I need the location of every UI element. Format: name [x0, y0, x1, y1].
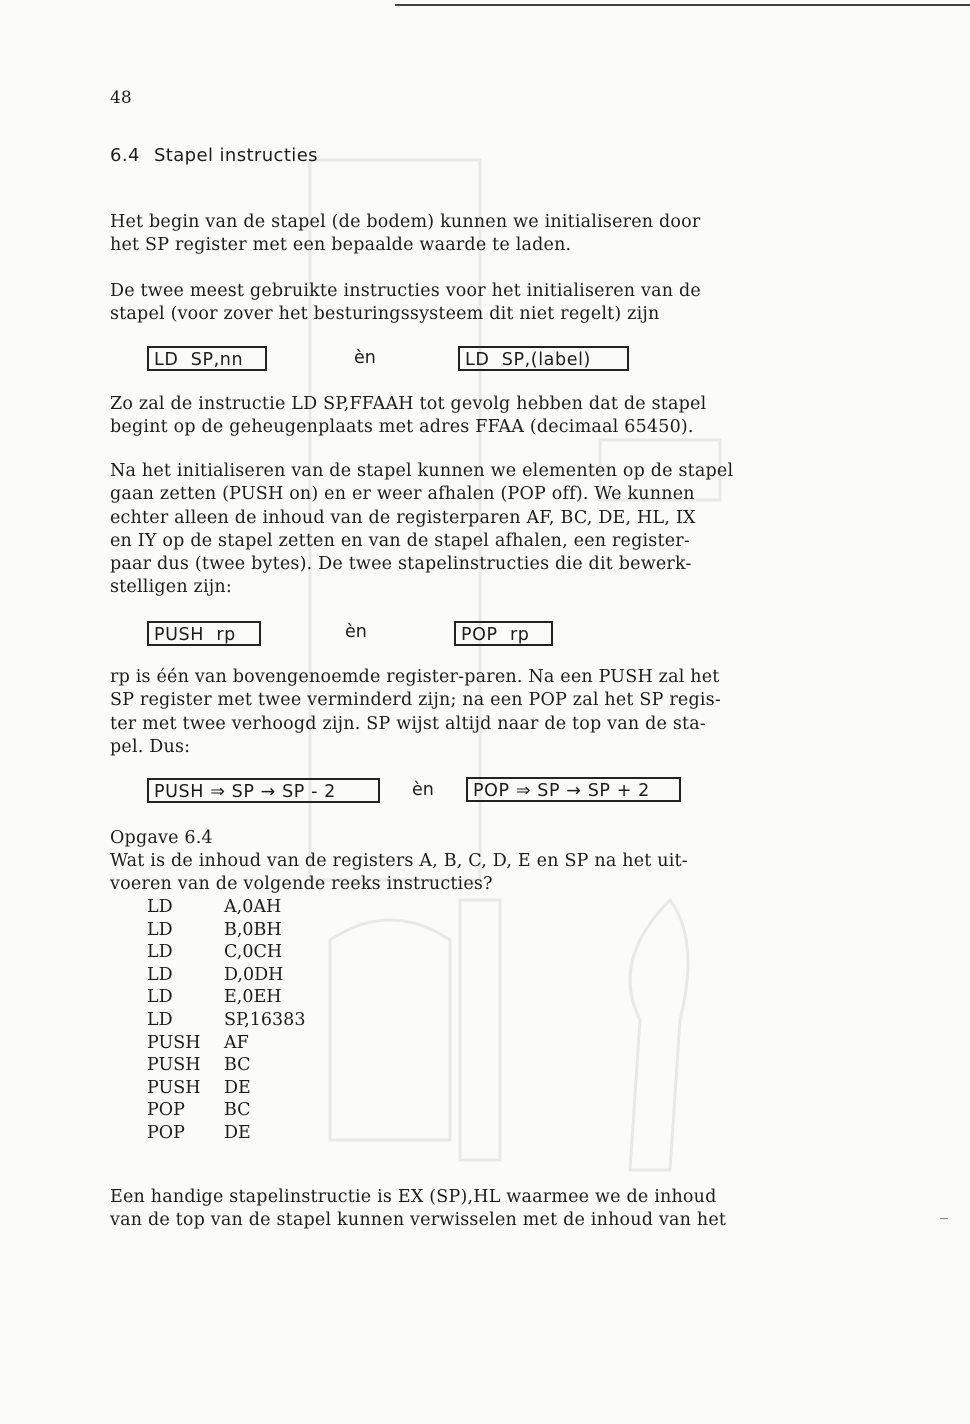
section-number: 6.4: [110, 145, 140, 166]
pop-rp-box: POP rp: [454, 621, 553, 646]
conjunction-2: èn: [345, 622, 367, 642]
top-rule: [395, 4, 970, 6]
paragraph-5: rp is één van bovengenoemde register-paren. Na een PUSH zal het SP register met twee verminderd zijn; na een POP zal het SP regis- ter met twee verhoogd zijn. SP wijst altijd naar de top van de sta- pel. Dus:: [110, 667, 721, 757]
section-title: Stapel instructies: [153, 145, 318, 166]
pop-rule-box: POP ⇒ SP → SP + 2: [466, 777, 681, 802]
ld-sp-nn-box: LD SP,nn: [147, 346, 267, 371]
code-line: LD A,0AH: [147, 897, 282, 917]
code-line: POP DE: [147, 1122, 251, 1143]
code-line: PUSH DE: [147, 1077, 251, 1098]
push-rule-box: PUSH ⇒ SP → SP - 2: [147, 778, 380, 803]
paragraph-4: Na het initialiseren van de stapel kunnen we elementen op de stapel gaan zetten (PUSH on) en er weer afhalen (POP off). We kunnen echter alleen de inhoud van de registerparen AF, BC, DE, HL, IX en IY op de stapel zetten en van de stapel afhalen, een register- paar dus (twee bytes). De twee stapelinstructies die dit bewerk- stelligen zijn:: [110, 461, 734, 598]
exercise-title: Opgave 6.4: [110, 828, 213, 848]
code-line: PUSH BC: [147, 1055, 251, 1076]
paragraph-3: Zo zal de instructie LD SP,FFAAH tot gevolg hebben dat de stapel begint op de geheugenplaats met adres FFAA (decimaal 65450).: [110, 394, 707, 438]
code-line: LD D,0DH: [147, 964, 284, 985]
conjunction-1: èn: [354, 348, 376, 368]
paragraph-1: Het begin van de stapel (de bodem) kunnen we initialiseren door het SP register met een bepaalde waarde te laden.: [110, 212, 701, 256]
page-number: 48: [110, 88, 132, 108]
code-line: LD C,0CH: [147, 942, 283, 963]
margin-mark: [940, 1218, 948, 1219]
code-line: PUSH AF: [147, 1032, 249, 1053]
conjunction-3: èn: [412, 780, 434, 800]
paragraph-2: De twee meest gebruikte instructies voor het initialiseren van de stapel (voor zover het besturingssysteem dit niet regelt) zijn: [110, 281, 701, 325]
code-listing: [147, 896, 305, 1145]
code-line: LD E,0EH: [147, 987, 282, 1008]
paragraph-6: Een handige stapelinstructie is EX (SP),HL waarmee we de inhoud van de top van de stapel kunnen verwisselen met de inhoud van het: [110, 1187, 727, 1231]
exercise-text: Wat is de inhoud van de registers A, B, C, D, E en SP na het uit- voeren van de volgende reeks instructies?: [110, 851, 688, 895]
push-rp-box: PUSH rp: [147, 621, 261, 646]
section-heading: [110, 145, 318, 166]
code-line: LD SP,16383: [147, 1009, 306, 1030]
code-line: LD B,0BH: [147, 919, 282, 940]
code-line: POP BC: [147, 1100, 251, 1121]
ld-sp-label-box: LD SP,(label): [458, 346, 629, 371]
